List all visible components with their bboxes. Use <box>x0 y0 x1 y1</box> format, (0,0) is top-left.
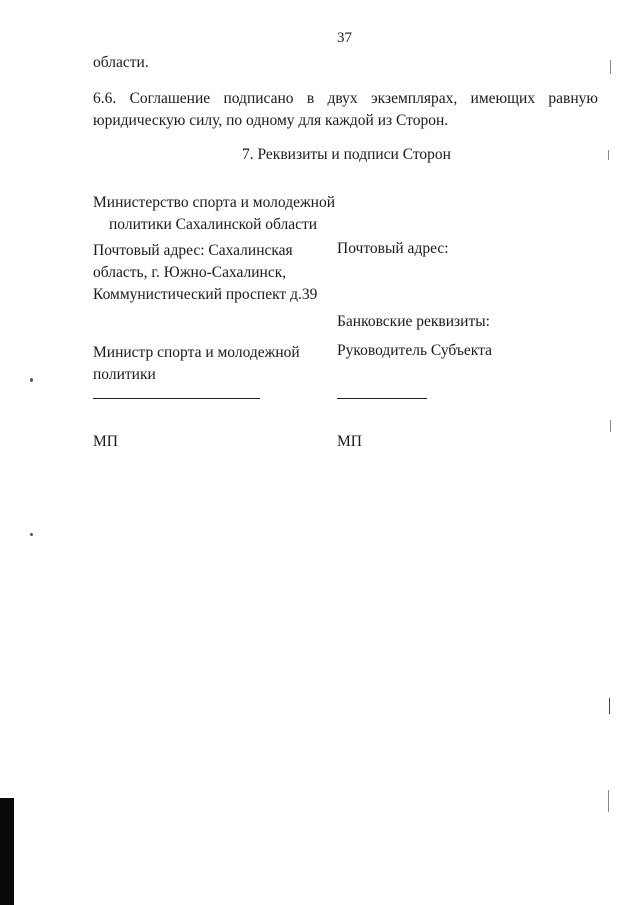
ministry-line-1: Министерство спорта и молодежной <box>93 194 336 211</box>
scan-speck <box>608 150 609 160</box>
left-signatory-line-1: Министр спорта и молодежной <box>93 344 300 361</box>
right-signature-line <box>337 398 427 399</box>
left-signatory-line-2: политики <box>93 366 156 383</box>
left-signatory <box>93 342 300 386</box>
clause-line-2: юридическую силу, по одному для каждой из Сторон. <box>93 112 449 129</box>
right-postal-address: Почтовый адрес: <box>337 240 449 257</box>
continuation-text: области. <box>93 54 149 71</box>
scan-speck <box>610 420 611 432</box>
left-signature-line <box>93 398 260 399</box>
scan-speck <box>30 533 33 536</box>
clause-line-1: 6.6. Соглашение подписано в двух экземплярах, имеющих равную <box>93 90 598 107</box>
scan-speck <box>608 790 609 812</box>
ministry-name <box>93 192 335 236</box>
scan-speck <box>609 698 610 714</box>
bank-details-label: Банковские реквизиты: <box>337 313 490 330</box>
left-address-line-1: Почтовый адрес: Сахалинская <box>93 242 293 259</box>
left-address-line-3: Коммунистический проспект д.39 <box>93 286 318 303</box>
ministry-line-2: политики Сахалинской области <box>109 216 318 233</box>
left-address-line-2: область, г. Южно-Сахалинск, <box>93 264 287 281</box>
clause-6-6 <box>93 88 598 132</box>
scan-speck <box>610 60 611 74</box>
scan-edge-artifact <box>0 798 14 905</box>
scan-speck <box>30 378 33 382</box>
page-number: 37 <box>337 30 352 46</box>
right-signatory: Руководитель Субъекта <box>337 342 492 359</box>
left-stamp-place: МП <box>93 433 118 450</box>
section-title: 7. Реквизиты и подписи Сторон <box>242 146 451 163</box>
right-stamp-place: МП <box>337 433 362 450</box>
left-postal-address <box>93 240 317 306</box>
